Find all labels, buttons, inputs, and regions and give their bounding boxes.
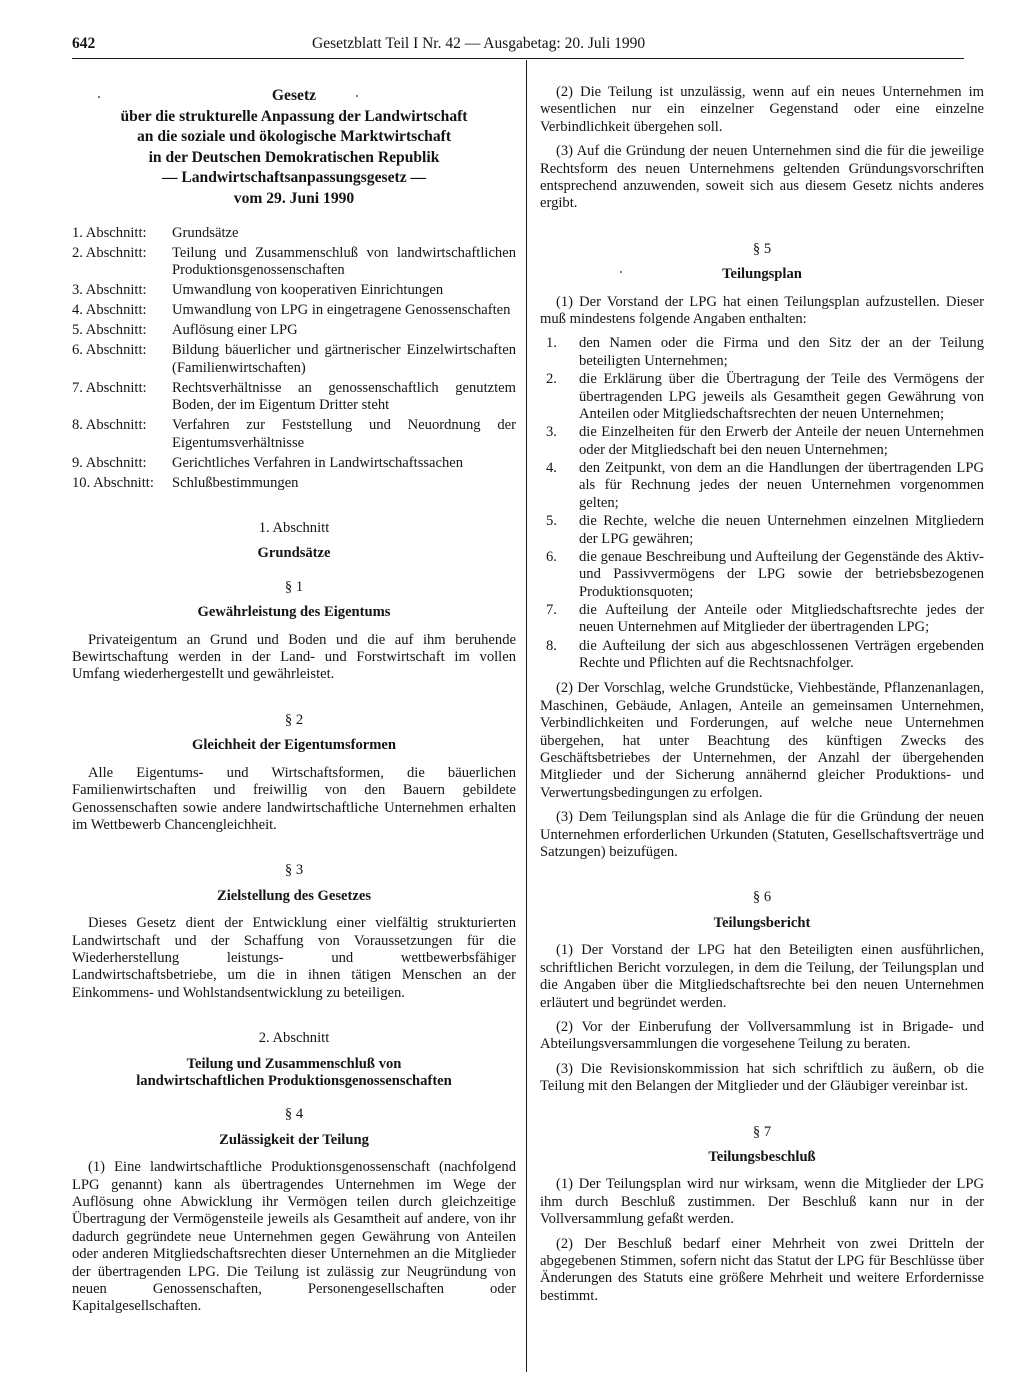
list-item [540, 335, 984, 370]
list-number: 6. [546, 548, 557, 565]
toc-row [72, 302, 516, 319]
law-title-line: — Landwirtschaftsanpassungsgesetz — [161, 169, 427, 186]
toc-row [72, 417, 516, 452]
section-title: Teilungsplan [722, 266, 802, 283]
list-text: die Aufteilung der Anteile oder Mitgliedschaftsrechte jedes der neuen Unternehmen auf Mitglieder der übertragenden LPG; [579, 601, 984, 636]
section-number: § 5 [752, 240, 772, 257]
section-paragraph: (2) Der Vorschlag, welche Grundstücke, Viehbestände, Pflanzenanlagen, Maschinen, Gebäude, Anlagen, Anteile an gemeinsamen Unternehmen, Verbindlichkeiten und Forderungen, auf welche neue Unternehmen übergehen, hat unter Beachtung des künftigen Zwecks des Geschäftsbetriebes der Unternehmen, der Anzahl der übergehenden Mitglieder und der Sicherung annähernd gleicher Produktions- und Verwertungsbedingungen zu erfolgen. [540, 680, 984, 801]
toc-row [72, 475, 516, 492]
toc-text: Rechtsverhältnisse an genossenschaftlich genutztem Boden, der im Eigentum Dritter steht [172, 379, 516, 414]
page-header [72, 33, 964, 55]
list-text: die Rechte, welche die neuen Unternehmen einzelnen Mitgliedern der LPG gewähren; [579, 513, 984, 547]
list-text: den Namen oder die Firma und den Sitz der an der Teilung beteiligten Unternehmen; [579, 335, 984, 369]
law-title-date: vom 29. Juni 1990 [233, 189, 355, 207]
section-paragraph: (1) Der Vorstand der LPG hat einen Teilungsplan aufzustellen. Dieser muß mindestens folgende Angaben enthalten: [540, 293, 984, 328]
toc-row [72, 322, 516, 339]
section-paragraph: (1) Der Teilungsplan wird nur wirksam, wenn die Mitglieder der LPG ihm durch Beschluß zustimmen. Der Beschluß kann nur in der Vollversammlung gefaßt werden. [540, 1176, 984, 1228]
print-speck [620, 271, 622, 273]
list-item [540, 460, 984, 512]
list-text: die Aufteilung der sich aus abgeschlossenen Verträgen ergebenden Rechte und Pflichten auf die Rechtsnachfolger. [579, 637, 984, 672]
section-text: Alle Eigentums- und Wirtschaftsformen, die bäuerlichen Familienwirtschaften und freiwillig von den Bauern gebildete Genossenschaften sowie andere landwirtschaftliche Unternehmen erhalten im Wettbewerb Chancengleichheit. [72, 764, 516, 833]
section-paragraph: (1) Der Vorstand der LPG hat den Beteiligten einen ausführlichen, schriftlichen Bericht vorzulegen, in dem die Teilung, der Teilungsplan und die Angaben über die Mitgliedschaftsrechte bei den neuen Unternehmen erläutert und begründet werden. [540, 942, 984, 1011]
section-title: Teilungsbericht [713, 914, 811, 931]
list-number: 5. [546, 513, 557, 530]
toc-number: 3. Abschnitt: [72, 282, 147, 299]
toc-text: Schlußbestimmungen [172, 474, 299, 491]
abschnitt-title-line: Teilung und Zusammenschluß von [186, 1055, 402, 1072]
teilungsplan-list [540, 335, 984, 672]
list-item [540, 371, 984, 423]
toc-text: Verfahren zur Feststellung und Neuordnung der Eigentumsverhältnisse [172, 417, 516, 451]
list-item [540, 638, 984, 673]
list-item [540, 424, 984, 459]
toc-row [72, 380, 516, 415]
toc-text: Auflösung einer LPG [172, 322, 298, 339]
left-column [72, 86, 516, 1323]
section-title: Zielstellung des Gesetzes [216, 887, 372, 904]
section-text: Privateigentum an Grund und Boden und die auf ihm beruhende Bewirtschaftung werden in der Land- und Forstwirtschaft im vollen Umfang wiederhergestellt und gewährleistet. [72, 631, 516, 683]
toc-number: 8. Abschnitt: [72, 417, 147, 434]
toc-text: Umwandlung von kooperativen Einrichtungen [172, 282, 444, 299]
toc-text: Grundsätze [172, 225, 239, 241]
section-paragraph: (3) Die Revisionskommission hat sich schriftlich zu äußern, ob die Teilung mit den Belangen der Mitglieder und der Gläubiger vereinbar ist. [540, 1060, 984, 1095]
toc-row [72, 342, 516, 377]
law-title-line: Gesetz [271, 87, 317, 104]
abschnitt-title: Grundsätze [257, 545, 331, 562]
toc-number: 10. Abschnitt: [72, 474, 154, 491]
section-title: Teilungsbeschluß [708, 1148, 816, 1165]
section-paragraph: (2) Der Beschluß bedarf einer Mehrheit von zwei Dritteln der abgegebenen Stimmen, sofern nicht das Statut der LPG für Beschlüsse über Änderungen des Statuts eine größere Mehrheit und weitere Erfordernisse bestimmt. [540, 1235, 984, 1304]
list-number: 4. [546, 459, 557, 476]
section-number: § 7 [752, 1123, 772, 1140]
section-paragraph: (3) Auf die Gründung der neuen Unternehmen sind die für die jeweilige Rechtsform des neuen Unternehmens geltenden Gründungsvorschriften entsprechend anzuwenden, soweit sich aus diesem Gesetz nichts anderes ergibt. [540, 143, 984, 212]
section-number: § 2 [284, 711, 304, 728]
law-title-line: an die soziale und ökologische Marktwirtschaft [136, 128, 452, 145]
toc-number: 6. Abschnitt: [72, 342, 147, 359]
column-divider [526, 60, 527, 1372]
section-number: § 6 [752, 889, 772, 906]
toc-number: 4. Abschnitt: [72, 302, 147, 319]
list-number: 3. [546, 424, 557, 441]
list-number: 8. [546, 637, 557, 654]
header-rule [72, 58, 964, 59]
page-number: 642 [72, 35, 96, 52]
list-text: die Erklärung über die Übertragung der Teile des Vermögens der übertragenden LPG jeweils als Gesamtheit gegen Gewährung von Anteilen oder Mitgliedschaftsrechten der neuen Unternehmen; [579, 371, 984, 422]
list-number: 1. [546, 335, 557, 352]
section-number: § 3 [284, 862, 304, 879]
right-column [540, 84, 984, 1312]
running-title: Gesetzblatt Teil I Nr. 42 — Ausgabetag: 20. Juli 1990 [312, 35, 646, 52]
section-title: Gewährleistung des Eigentums [197, 604, 391, 621]
toc-number: 9. Abschnitt: [72, 454, 147, 471]
toc-row [72, 455, 516, 472]
law-title-line: in der Deutschen Demokratischen Republik [148, 148, 440, 166]
section-number: § 1 [284, 578, 304, 595]
list-text: den Zeitpunkt, von dem an die Handlungen der übertragenden LPG als für Rechnung jedes der neuen Unternehmen vorgenommen gelten; [579, 459, 984, 511]
section-title: Zulässigkeit der Teilung [219, 1131, 369, 1148]
toc-number: 7. Abschnitt: [72, 379, 147, 396]
abschnitt-title-line: landwirtschaftlichen Produktionsgenossenschaften [136, 1072, 452, 1089]
toc-text: Teilung und Zusammenschluß von landwirtschaftlichen Produktionsgenossenschaften [172, 245, 516, 279]
list-number: 2. [546, 371, 557, 388]
list-number: 7. [546, 601, 557, 618]
toc-row [72, 245, 516, 280]
abschnitt-label: 1. Abschnitt [258, 520, 330, 537]
toc-number: 2. Abschnitt: [72, 245, 147, 261]
toc-text: Bildung bäuerlicher und gärtnerischer Einzelwirtschaften (Familienwirtschaften) [172, 342, 516, 376]
toc-number: 5. Abschnitt: [72, 322, 147, 339]
section-paragraph: (2) Die Teilung ist unzulässig, wenn auf ein neues Unternehmen im wesentlichen nur ein einzelner Gegenstand oder eine einzelne Verbindlichkeit übergehen soll. [540, 84, 984, 135]
section-title: Gleichheit der Eigentumsformen [191, 737, 397, 754]
toc-text: Gerichtliches Verfahren in Landwirtschaftssachen [172, 454, 464, 471]
list-item [540, 549, 984, 601]
toc-row [72, 225, 516, 242]
section-paragraph: (2) Vor der Einberufung der Vollversammlung ist in Brigade- und Abteilungsversammlungen die vorgesehene Teilung zu beraten. [540, 1018, 984, 1053]
section-paragraph: (3) Dem Teilungsplan sind als Anlage die für die Gründung der neuen Unternehmen erforderlichen Urkunden (Statuten, Gesellschaftsverträge und Satzungen) beizufügen. [540, 809, 984, 861]
print-speck [98, 96, 100, 98]
section-text: Dieses Gesetz dient der Entwicklung einer vielfältig strukturierten Landwirtschaft und der Schaffung von Voraussetzungen für die Wiederherstellung leistungs- und wettbewerbsfähiger Landwirtschaftsbetriebe, um die in ihnen tätigen Menschen an der Einkommens- und Wohlstandsentwicklung zu beteiligen. [72, 915, 516, 1001]
list-item [540, 602, 984, 637]
law-title [72, 86, 516, 209]
abschnitt-label: 2. Abschnitt [258, 1030, 330, 1047]
list-text: die Einzelheiten für den Erwerb der Anteile der neuen Unternehmen oder der Mitgliedschaft bei den neuen Unternehmen; [579, 424, 984, 458]
law-title-line: über die strukturelle Anpassung der Landwirtschaft [120, 107, 468, 125]
table-of-contents [72, 225, 516, 492]
toc-text: Umwandlung von LPG in eingetragene Genossenschaften [172, 302, 511, 319]
list-item [540, 513, 984, 548]
print-speck [356, 95, 358, 97]
section-number: § 4 [284, 1106, 304, 1123]
section-paragraph: (1) Eine landwirtschaftliche Produktionsgenossenschaft (nachfolgend LPG genannt) kann als übertragendes Unternehmen im Wege der Auflösung ohne Abwicklung ihr Vermögen teilen durch gleichzeitige Übertragung der Vermögensteile jeweils als Gesamtheit auf andere, von ihr dadurch gegründete neue Unternehmen gegen Gewährung von Anteilen oder anderen Mitgliedschaftsrechten dieser Unternehmen an die Mitglieder der übertragenden LPG. Die Teilung ist zulässig zur Neugründung von neuen Genossenschaften, Personengesellschaften oder Kapitalgesellschaften. [72, 1159, 516, 1315]
toc-number: 1. Abschnitt: [72, 225, 147, 241]
toc-row [72, 282, 516, 299]
list-text: die genaue Beschreibung und Aufteilung der Gegenstände des Aktiv- und Passivvermögens der LPG sowie der betriebsbezogenen Produktionsquoten; [579, 548, 984, 600]
